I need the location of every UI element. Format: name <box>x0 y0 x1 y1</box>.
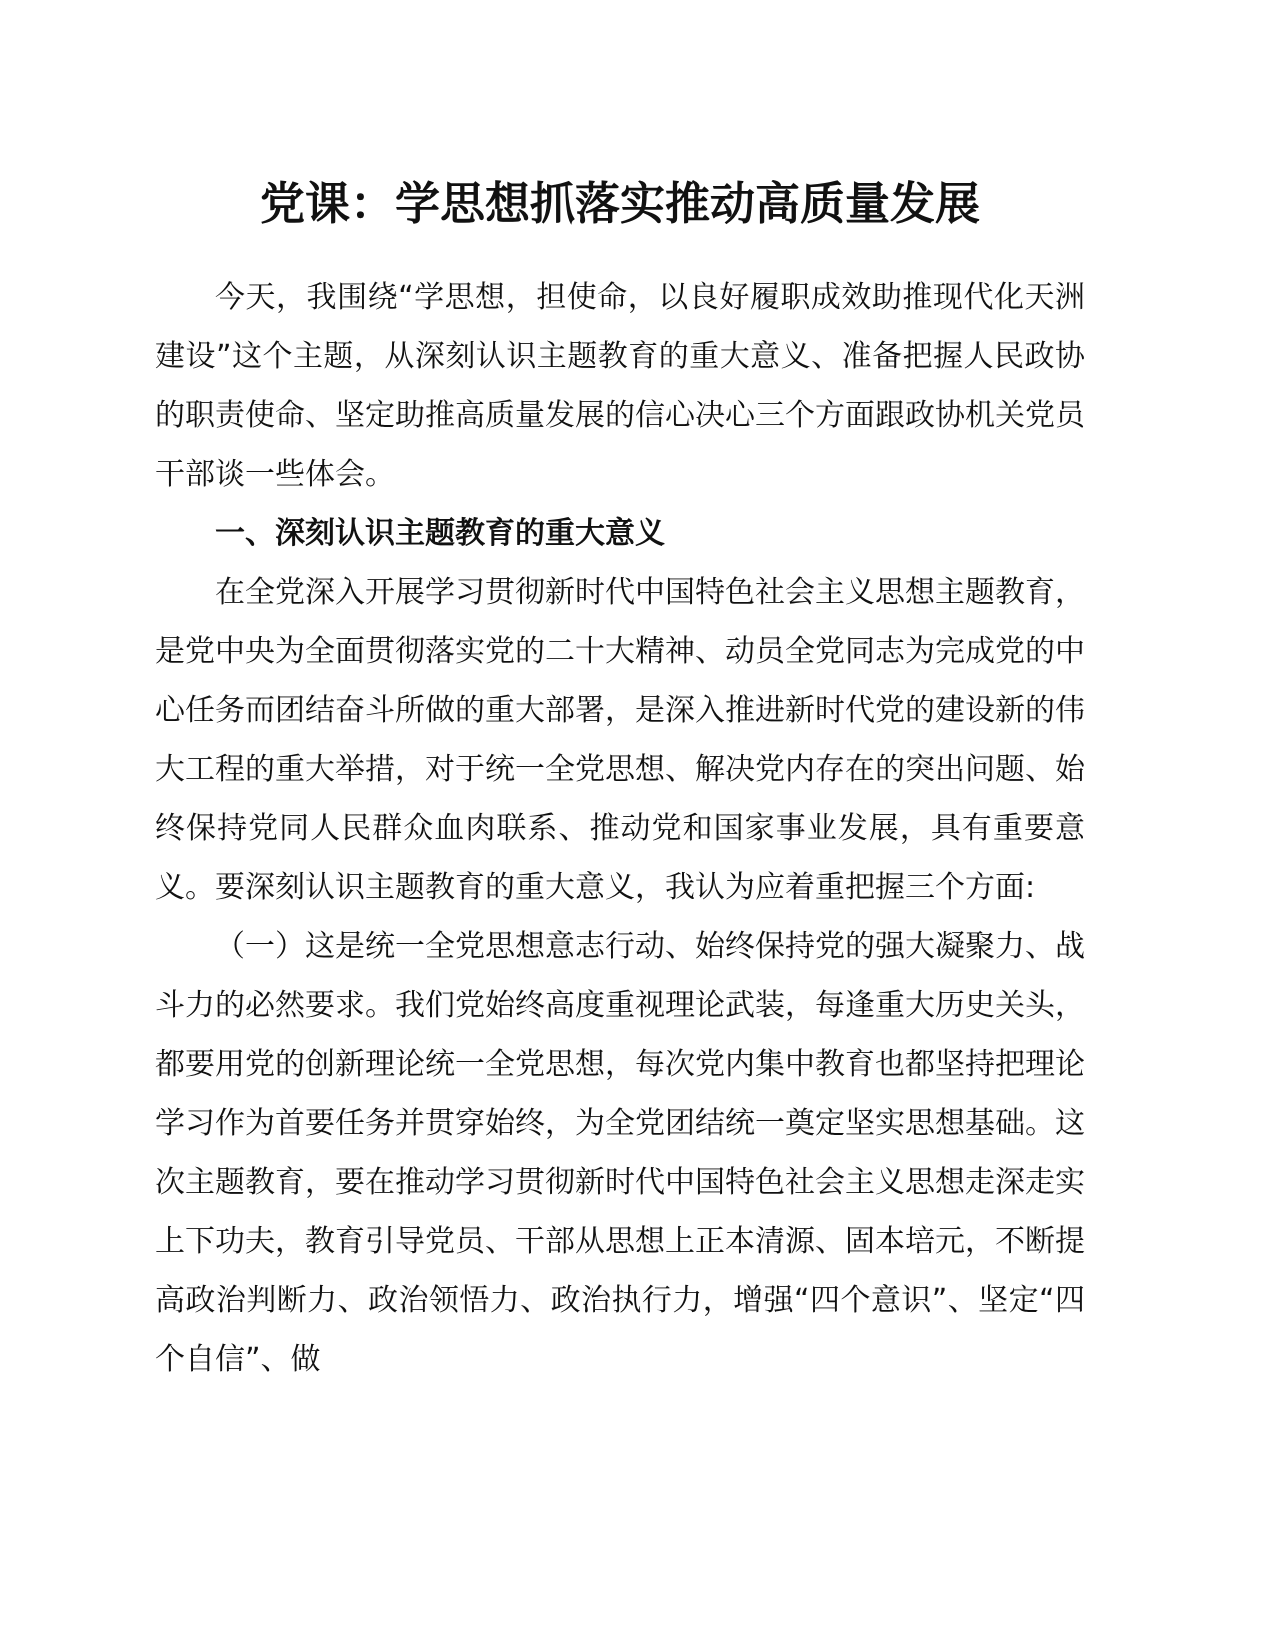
section-1-paragraph: 在全党深入开展学习贯彻新时代中国特色社会主义思想主题教育，是党中央为全面贯彻落实党的二十大精神、动员全党同志为完成党的中心任务而团结奋斗所做的重大部署，是深入推进新时代党的建设新的伟大工程的重大举措，对于统一全党思想、解决党内存在的突出问题、始终保持党同人民群众血肉联系、推动党和国家事业发展，具有重要意义。要深刻认识主题教育的重大意义，我认为应着重把握三个方面: <box>155 575 1085 905</box>
section-1-heading: 一、深刻认识主题教育的重大意义 <box>215 516 665 551</box>
intro-paragraph: 今天，我围绕“学思想，担使命，以良好履职成效助推现代化天洲建设”这个主题，从深刻认识主题教育的重大意义、准备把握人民政协的职责使命、坚定助推高质量发展的信心决心三个方面跟政协机关党员干部谈一些体会。 <box>155 280 1085 492</box>
point-1-text: 我们党始终高度重视理论武装，每逢重大历史关头，都要用党的创新理论统一全党思想，每次党内集中教育也都坚持把理论学习作为首要任务并贯穿始终，为全党团结统一奠定坚实思想基础。这次主题教育，要在推动学习贯彻新时代中国特色社会主义思想走深走实上下功夫，教育引导党员、干部从思想上正本清源、固本培元，不断提高政治判断力、政治领悟力、政治执行力，增强“四个意识”、坚定“四个自信”、做 <box>155 988 1085 1377</box>
document-title: 党课：学思想抓落实推动高质量发展 <box>259 177 980 230</box>
point-1-heading: （一）这是统一全党思想意志行动、始终保持党的强大凝聚力、战斗力的必然要求。 <box>155 929 1085 1023</box>
document-page <box>155 168 1085 1389</box>
point-1-paragraph <box>155 917 1085 1389</box>
